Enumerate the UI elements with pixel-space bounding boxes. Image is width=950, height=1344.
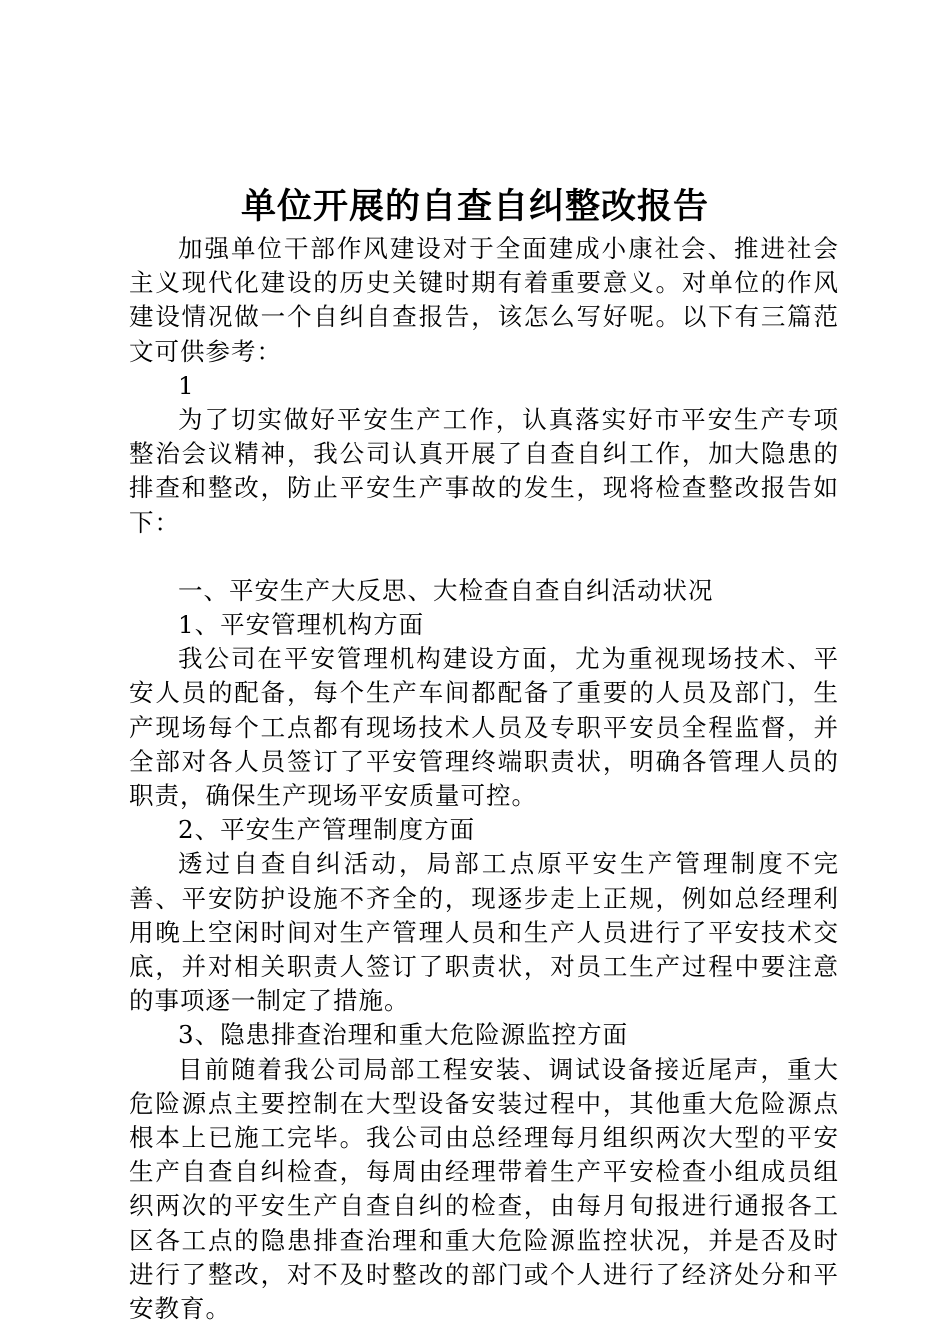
paragraph-2: 透过自查自纠活动，局部工点原平安生产管理制度不完善、平安防护设施不齐全的，现逐步走上正规，例如总经理利用晚上空闲时间对生产管理人员和生产人员进行了平安技术交底，并对相关职责人签订了职责状，对员工生产过程中要注意的事项逐一制定了措施。	[129, 849, 839, 1016]
document-body	[129, 232, 839, 1326]
opening-paragraph: 为了切实做好平安生产工作，认真落实好市平安生产专项整治会议精神，我公司认真开展了自查自纠工作，加大隐患的排查和整改，防止平安生产事故的发生，现将检查整改报告如下：	[129, 405, 839, 537]
subheading-1: 1、平安管理机构方面	[178, 610, 425, 640]
subheading-2: 2、平安生产管理制度方面	[178, 815, 476, 845]
document-title: 单位开展的自查自纠整改报告	[240, 186, 709, 227]
section-heading: 一、平安生产大反思、大检查自查自纠活动状况	[178, 575, 714, 605]
subheading-3: 3、隐患排查治理和重大危险源监控方面	[178, 1020, 629, 1050]
blank-line	[129, 540, 839, 574]
paragraph-3: 目前随着我公司局部工程安装、调试设备接近尾声，重大危险源点主要控制在大型设备安装过程中，其他重大危险源点根本上已施工完毕。我公司由总经理每月组织两次大型的平安生产自查自纠检查，每周由经理带着生产平安检查小组成员组织两次的平安生产自查自纠的检查，由每月旬报进行通报各工区各工点的隐患排查治理和重大危险源监控状况，并是否及时进行了整改，对不及时整改的部门或个人进行了经济处分和平安教育。	[129, 1054, 839, 1324]
section-number: 1	[178, 370, 195, 400]
intro-paragraph: 加强单位干部作风建设对于全面建成小康社会、推进社会主义现代化建设的历史关键时期有着重要意义。对单位的作风建设情况做一个自纠自查报告，该怎么写好呢。以下有三篇范文可供参考：	[129, 234, 839, 366]
paragraph-1: 我公司在平安管理机构建设方面，尤为重视现场技术、平安人员的配备，每个生产车间都配备了重要的人员及部门，生产现场每个工点都有现场技术人员及专职平安员全程监督，并全部对各人员签订了平安管理终端职责状，明确各管理人员的职责，确保生产现场平安质量可控。	[129, 644, 839, 811]
